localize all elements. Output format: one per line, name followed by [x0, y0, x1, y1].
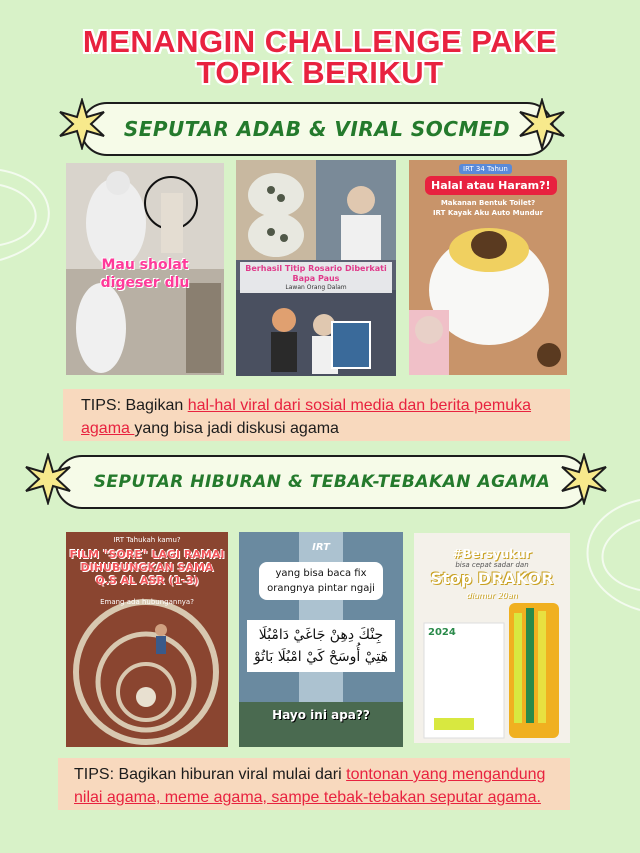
film-headline-2: DIHUBUNGKAN SAMA — [80, 561, 214, 574]
tag-badge: IRT 34 Tahun — [459, 164, 512, 174]
film-headline-1: FILM "SORE" LAGI RAMAI — [69, 548, 225, 561]
background-swirl-right — [560, 490, 640, 620]
drakor-headline: Stop DRAKOR — [430, 569, 554, 588]
tips-highlight: hal-hal viral dari sosial media dan berita pemuka agama — [81, 397, 532, 437]
toilet-sub-2: IRT Kayak Aku Auto Mundur — [432, 209, 544, 217]
tips-prefix: TIPS: Bagikan hiburan viral mulai dari — [74, 766, 347, 783]
bubble-line-1: yang bisa baca fix — [275, 568, 367, 579]
section2-banner — [55, 455, 589, 509]
title-line-1: MENANGIN CHALLENGE PAKE — [82, 24, 558, 59]
arabic-line-2: هَتِيْ أُوسَحْ كَيْ امْبُلَا بَاتُوْ — [253, 649, 389, 665]
sparkle-icon — [22, 453, 74, 505]
tag-badge: IRT — [312, 542, 330, 553]
toilet-sub-1: Makanan Bentuk Toilet? — [440, 199, 536, 207]
hiburan-photo-stop-drakor — [414, 533, 570, 743]
film-headline — [66, 548, 228, 587]
section1-banner — [80, 102, 554, 156]
bersyukur-tag: #Bersyukur — [452, 547, 532, 561]
tips-highlight: tontonan yang mengandung nilai agama, meme agama, sampe tebak-tebakan seputar agama. — [74, 766, 546, 806]
viral-photo-toilet-cake — [409, 160, 567, 375]
film-headline-3: Q.S AL ASR (1-3) — [95, 574, 199, 587]
drakor-sub-2: diumur 20an — [466, 591, 518, 600]
tag-badge: IRT Tahukah kamu? — [113, 536, 181, 544]
viral-photo-rosario — [236, 160, 396, 376]
hiburan-photo-film-sore — [66, 532, 228, 747]
section2-tips — [58, 758, 570, 810]
drakor-sub-1: bisa cepat sadar dan — [455, 561, 529, 569]
section1-tips — [63, 389, 570, 441]
tips-prefix: TIPS: Bagikan — [81, 397, 188, 414]
caption-line-1: Mau sholat — [101, 257, 189, 273]
page-title — [0, 26, 640, 88]
photo-caption — [66, 256, 224, 292]
toilet-sub — [409, 198, 567, 218]
arabic-riddle-box — [247, 620, 395, 672]
planner-year: 2024 — [428, 627, 456, 638]
bubble-line-2: orangnya pintar ngaji — [267, 583, 375, 594]
film-sub: Emang ada hubungannya? — [100, 598, 194, 606]
sparkle-icon — [56, 98, 108, 150]
viral-photo-sholat — [66, 163, 224, 375]
rosario-caption: Berhasil Titip Rosario Diberkati Bapa Paus — [245, 264, 387, 283]
riddle-caption: Hayo ini apa?? — [272, 708, 370, 722]
caption-line-2: digeser dlu — [100, 275, 190, 291]
sparkle-icon — [558, 453, 610, 505]
rosario-caption-box — [240, 262, 392, 293]
title-line-2: TOPIK BERIKUT — [196, 55, 444, 90]
section1-heading: SEPUTAR ADAB & VIRAL SOCMED — [123, 117, 511, 141]
arabic-line-1: جِنْكَ دِهِنْ جَاغَيْ دَامْبُلَا — [258, 627, 384, 643]
hiburan-photo-arabic-riddle — [239, 532, 403, 747]
tips-suffix: yang bisa jadi diskusi agama — [134, 420, 339, 437]
toilet-headline: Halal atau Haram?! — [425, 176, 557, 195]
speech-bubble — [259, 562, 383, 600]
sparkle-icon — [516, 98, 568, 150]
section2-heading: SEPUTAR HIBURAN & TEBAK-TEBAKAN AGAMA — [93, 472, 551, 492]
rosario-sub: Lawan Orang Dalam — [285, 284, 347, 291]
